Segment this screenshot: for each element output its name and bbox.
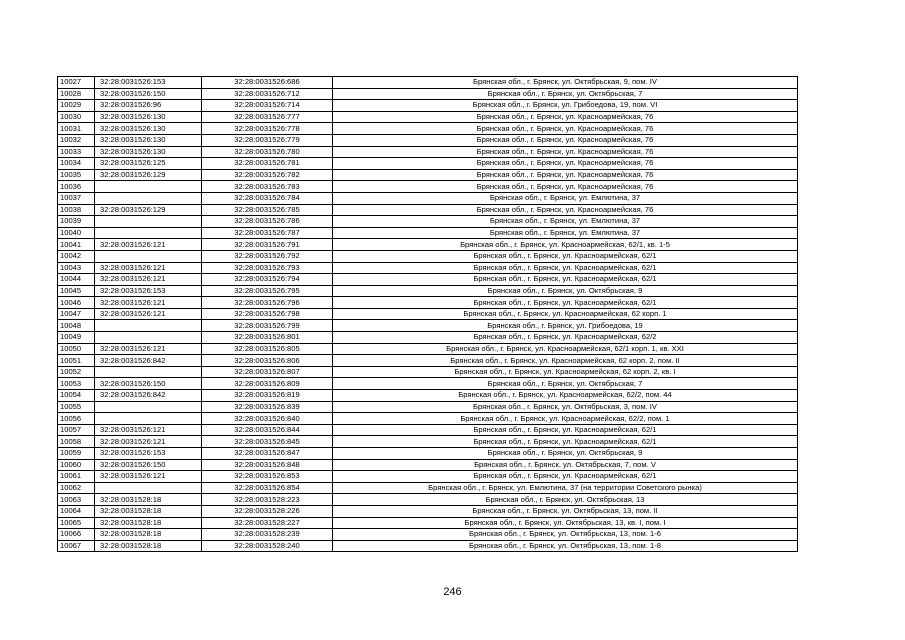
table-row [58,343,798,355]
row-number-cell: 10067 [58,540,95,552]
parcel-number-cell: 32:28:0031526:121 [95,297,202,309]
row-number-cell: 10054 [58,390,95,402]
row-number-cell: 10036 [58,181,95,193]
object-number-cell: 32:28:0031526:794 [202,274,333,286]
parcel-number-cell [95,181,202,193]
address-cell: Брянская обл., г. Брянск, ул. Октябрьская, 7, пом. V [333,459,798,471]
address-cell: Брянская обл., г. Брянск, ул. Емлютина, 37 (на территории Советского рынка) [333,482,798,494]
row-number-cell: 10047 [58,308,95,320]
parcel-number-cell: 32:28:0031526:150 [95,378,202,390]
address-cell: Брянская обл., г. Брянск, ул. Красноармейская, 76 [333,134,798,146]
table-row [58,250,798,262]
address-cell: Брянская обл., г. Брянск, ул. Октябрьская, 7 [333,88,798,100]
row-number-cell: 10056 [58,413,95,425]
parcel-number-cell: 32:28:0031526:129 [95,169,202,181]
parcel-number-cell [95,366,202,378]
table-row [58,111,798,123]
table-row [58,482,798,494]
table-row [58,216,798,228]
parcel-number-cell: 32:28:0031526:150 [95,459,202,471]
table-row [58,297,798,309]
address-cell: Брянская обл., г. Брянск, ул. Октябрьская, 9 [333,448,798,460]
object-number-cell: 32:28:0031526:801 [202,332,333,344]
row-number-cell: 10049 [58,332,95,344]
object-number-cell: 32:28:0031526:845 [202,436,333,448]
address-cell: Брянская обл., г. Брянск, ул. Красноармейская, 76 [333,158,798,170]
object-number-cell: 32:28:0031526:714 [202,100,333,112]
object-number-cell: 32:28:0031526:854 [202,482,333,494]
address-cell: Брянская обл., г. Брянск, ул. Красноармейская, 62/1 [333,274,798,286]
table-row [58,169,798,181]
parcel-number-cell: 32:28:0031526:129 [95,204,202,216]
row-number-cell: 10055 [58,401,95,413]
object-number-cell: 32:28:0031528:240 [202,540,333,552]
row-number-cell: 10058 [58,436,95,448]
row-number-cell: 10044 [58,274,95,286]
table-row [58,378,798,390]
parcel-number-cell: 32:28:0031528:18 [95,494,202,506]
object-number-cell: 32:28:0031526:786 [202,216,333,228]
address-cell: Брянская обл., г. Брянск, ул. Красноармейская, 62/1 [333,424,798,436]
object-number-cell: 32:28:0031526:779 [202,134,333,146]
parcel-number-cell: 32:28:0031526:121 [95,424,202,436]
table-row [58,239,798,251]
row-number-cell: 10043 [58,262,95,274]
parcel-number-cell [95,216,202,228]
parcel-number-cell: 32:28:0031528:18 [95,529,202,541]
row-number-cell: 10028 [58,88,95,100]
row-number-cell: 10029 [58,100,95,112]
parcel-number-cell: 32:28:0031526:121 [95,471,202,483]
table-row [58,192,798,204]
row-number-cell: 10039 [58,216,95,228]
parcel-number-cell: 32:28:0031526:842 [95,355,202,367]
table-row [58,134,798,146]
object-number-cell: 32:28:0031528:226 [202,505,333,517]
row-number-cell: 10027 [58,77,95,89]
table-row [58,204,798,216]
object-number-cell: 32:28:0031526:778 [202,123,333,135]
page-number: 246 [443,586,462,598]
row-number-cell: 10061 [58,471,95,483]
object-number-cell: 32:28:0031526:793 [202,262,333,274]
table-row [58,529,798,541]
object-number-cell: 32:28:0031526:798 [202,308,333,320]
object-number-cell: 32:28:0031526:796 [202,297,333,309]
address-cell: Брянская обл., г. Брянск, ул. Красноармейская, 62 корп. 1 [333,308,798,320]
row-number-cell: 10037 [58,192,95,204]
table-row [58,320,798,332]
table-body [58,77,798,552]
address-cell: Брянская обл., г. Брянск, ул. Октябрьская, 7 [333,378,798,390]
address-cell: Брянская обл., г. Брянск, ул. Красноармейская, 62/2, пом. 1 [333,413,798,425]
row-number-cell: 10035 [58,169,95,181]
row-number-cell: 10033 [58,146,95,158]
address-cell: Брянская обл., г. Брянск, ул. Октябрьская, 13, пом. 1-8 [333,540,798,552]
table-row [58,494,798,506]
row-number-cell: 10064 [58,505,95,517]
parcel-number-cell [95,250,202,262]
object-number-cell: 32:28:0031528:227 [202,517,333,529]
address-cell: Брянская обл., г. Брянск, ул. Красноармейская, 76 [333,146,798,158]
object-number-cell: 32:28:0031526:807 [202,366,333,378]
address-cell: Брянская обл., г. Брянск, ул. Грибоедова, 19, пом. VI [333,100,798,112]
table-row [58,88,798,100]
address-cell: Брянская обл., г. Брянск, ул. Красноармейская, 62/1 [333,471,798,483]
object-number-cell: 32:28:0031526:840 [202,413,333,425]
address-cell: Брянская обл., г. Брянск, ул. Емлютина, 37 [333,192,798,204]
row-number-cell: 10048 [58,320,95,332]
table-row [58,401,798,413]
table-row [58,505,798,517]
parcel-number-cell: 32:28:0031526:130 [95,111,202,123]
parcel-number-cell: 32:28:0031526:121 [95,274,202,286]
table-row [58,158,798,170]
parcel-number-cell: 32:28:0031526:125 [95,158,202,170]
address-cell: Брянская обл., г. Брянск, ул. Красноармейская, 62/1 корп. 1, кв. XXI [333,343,798,355]
row-number-cell: 10052 [58,366,95,378]
address-cell: Брянская обл., г. Брянск, ул. Октябрьская, 13, пом. 1-6 [333,529,798,541]
parcel-number-cell [95,227,202,239]
object-number-cell: 32:28:0031526:785 [202,204,333,216]
parcel-number-cell: 32:28:0031526:130 [95,146,202,158]
parcel-number-cell: 32:28:0031528:18 [95,540,202,552]
address-cell: Брянская обл., г. Брянск, ул. Октябрьская, 9 [333,285,798,297]
parcel-number-cell: 32:28:0031526:153 [95,448,202,460]
object-number-cell: 32:28:0031526:806 [202,355,333,367]
object-number-cell: 32:28:0031526:780 [202,146,333,158]
table-row [58,77,798,89]
object-number-cell: 32:28:0031526:844 [202,424,333,436]
address-cell: Брянская обл., г. Брянск, ул. Красноармейская, 76 [333,111,798,123]
row-number-cell: 10063 [58,494,95,506]
parcel-number-cell: 32:28:0031526:150 [95,88,202,100]
object-number-cell: 32:28:0031526:853 [202,471,333,483]
object-number-cell: 32:28:0031526:839 [202,401,333,413]
table-row [58,471,798,483]
table-row [58,274,798,286]
address-cell: Брянская обл., г. Брянск, ул. Красноармейская, 76 [333,123,798,135]
object-number-cell: 32:28:0031526:799 [202,320,333,332]
address-cell: Брянская обл., г. Брянск, ул. Октябрьская, 13, кв. I, пом. I [333,517,798,529]
parcel-number-cell: 32:28:0031526:153 [95,285,202,297]
address-cell: Брянская обл., г. Брянск, ул. Красноармейская, 62 корп. 2, кв. I [333,366,798,378]
table-row [58,517,798,529]
row-number-cell: 10045 [58,285,95,297]
parcel-number-cell [95,482,202,494]
row-number-cell: 10034 [58,158,95,170]
object-number-cell: 32:28:0031526:805 [202,343,333,355]
table-row [58,366,798,378]
row-number-cell: 10066 [58,529,95,541]
table-row [58,459,798,471]
parcel-number-cell: 32:28:0031526:153 [95,77,202,89]
row-number-cell: 10041 [58,239,95,251]
row-number-cell: 10046 [58,297,95,309]
table-row [58,436,798,448]
table-row [58,413,798,425]
object-number-cell: 32:28:0031526:781 [202,158,333,170]
object-number-cell: 32:28:0031528:239 [202,529,333,541]
table-row [58,262,798,274]
address-cell: Брянская обл., г. Брянск, ул. Красноармейская, 62/1 [333,250,798,262]
table-row [58,227,798,239]
table-row [58,100,798,112]
row-number-cell: 10051 [58,355,95,367]
address-cell: Брянская обл., г. Брянск, ул. Красноармейская, 76 [333,169,798,181]
table-row [58,308,798,320]
cadastral-table [57,76,798,552]
parcel-number-cell: 32:28:0031526:121 [95,343,202,355]
address-cell: Брянская обл., г. Брянск, ул. Октябрьская, 9, пом. IV [333,77,798,89]
object-number-cell: 32:28:0031526:809 [202,378,333,390]
address-cell: Брянская обл., г. Брянск, ул. Октябрьская, 13 [333,494,798,506]
address-cell: Брянская обл., г. Брянск, ул. Красноармейская, 76 [333,181,798,193]
row-number-cell: 10038 [58,204,95,216]
object-number-cell: 32:28:0031526:847 [202,448,333,460]
row-number-cell: 10032 [58,134,95,146]
object-number-cell: 32:28:0031526:712 [202,88,333,100]
row-number-cell: 10042 [58,250,95,262]
row-number-cell: 10057 [58,424,95,436]
address-cell: Брянская обл., г. Брянск, ул. Октябрьская, 13, пом. II [333,505,798,517]
address-cell: Брянская обл., г. Брянск, ул. Красноармейская, 62/2, пом. 44 [333,390,798,402]
parcel-number-cell [95,413,202,425]
table-row [58,123,798,135]
parcel-number-cell [95,320,202,332]
object-number-cell: 32:28:0031526:819 [202,390,333,402]
address-cell: Брянская обл., г. Брянск, ул. Красноармейская, 62/1, кв. 1-5 [333,239,798,251]
object-number-cell: 32:28:0031526:777 [202,111,333,123]
object-number-cell: 32:28:0031526:783 [202,181,333,193]
parcel-number-cell: 32:28:0031526:842 [95,390,202,402]
parcel-number-cell: 32:28:0031526:121 [95,239,202,251]
table-row [58,332,798,344]
address-cell: Брянская обл., г. Брянск, ул. Емлютина, 37 [333,216,798,228]
row-number-cell: 10040 [58,227,95,239]
parcel-number-cell: 32:28:0031526:130 [95,134,202,146]
table-row [58,448,798,460]
parcel-number-cell: 32:28:0031526:121 [95,262,202,274]
parcel-number-cell: 32:28:0031528:18 [95,505,202,517]
object-number-cell: 32:28:0031526:795 [202,285,333,297]
object-number-cell: 32:28:0031526:787 [202,227,333,239]
parcel-number-cell: 32:28:0031526:121 [95,308,202,320]
row-number-cell: 10065 [58,517,95,529]
address-cell: Брянская обл., г. Брянск, ул. Красноармейская, 62/1 [333,297,798,309]
parcel-number-cell [95,192,202,204]
address-cell: Брянская обл., г. Брянск, ул. Красноармейская, 62/2 [333,332,798,344]
row-number-cell: 10050 [58,343,95,355]
object-number-cell: 32:28:0031526:784 [202,192,333,204]
table-row [58,390,798,402]
table-row [58,355,798,367]
parcel-number-cell [95,332,202,344]
address-cell: Брянская обл., г. Брянск, ул. Красноармейская, 62/1 [333,262,798,274]
address-cell: Брянская обл., г. Брянск, ул. Красноармейская, 62/1 [333,436,798,448]
table-row [58,146,798,158]
object-number-cell: 32:28:0031526:791 [202,239,333,251]
address-cell: Брянская обл., г. Брянск, ул. Красноармейская, 76 [333,204,798,216]
table-row [58,424,798,436]
row-number-cell: 10059 [58,448,95,460]
object-number-cell: 32:28:0031528:223 [202,494,333,506]
table-row [58,285,798,297]
address-cell: Брянская обл., г. Брянск, ул. Красноармейская, 62 корп. 2, пом. II [333,355,798,367]
address-cell: Брянская обл., г. Брянск, ул. Грибоедова, 19 [333,320,798,332]
parcel-number-cell: 32:28:0031526:121 [95,436,202,448]
parcel-number-cell: 32:28:0031526:96 [95,100,202,112]
row-number-cell: 10053 [58,378,95,390]
table-row [58,540,798,552]
table-row [58,181,798,193]
object-number-cell: 32:28:0031526:782 [202,169,333,181]
row-number-cell: 10031 [58,123,95,135]
row-number-cell: 10060 [58,459,95,471]
row-number-cell: 10062 [58,482,95,494]
row-number-cell: 10030 [58,111,95,123]
object-number-cell: 32:28:0031526:686 [202,77,333,89]
object-number-cell: 32:28:0031526:792 [202,250,333,262]
parcel-number-cell: 32:28:0031528:18 [95,517,202,529]
parcel-number-cell [95,401,202,413]
parcel-number-cell: 32:28:0031526:130 [95,123,202,135]
object-number-cell: 32:28:0031526:848 [202,459,333,471]
address-cell: Брянская обл., г. Брянск, ул. Емлютина, 37 [333,227,798,239]
address-cell: Брянская обл., г. Брянск, ул. Октябрьская, 3, пом. IV [333,401,798,413]
